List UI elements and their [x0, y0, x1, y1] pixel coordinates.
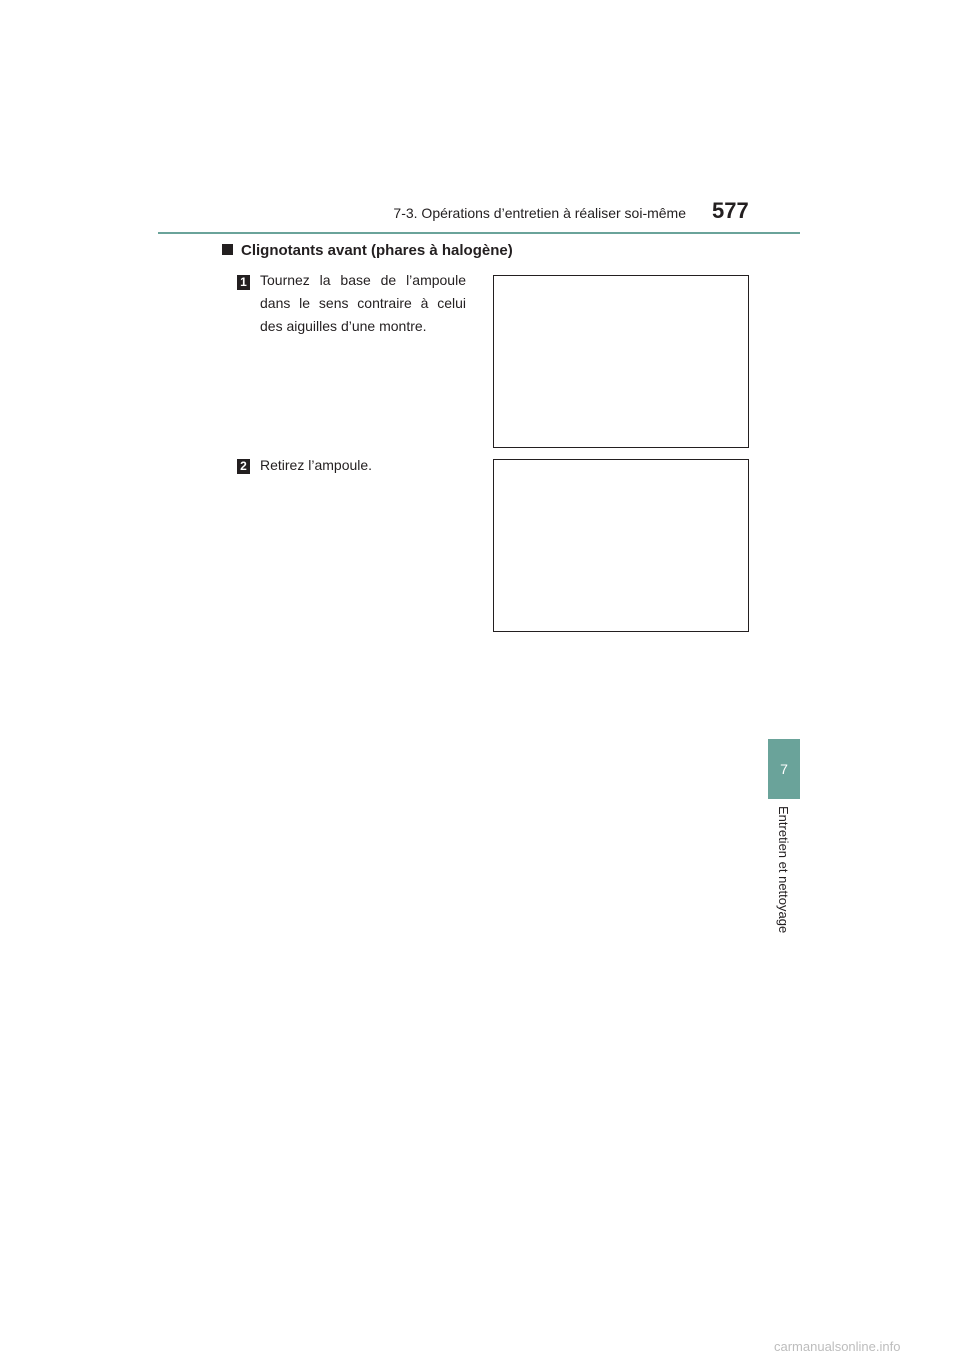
- step-1-text: Tournez la base de l’ampoule dans le sens contraire à celui des aiguilles d’une montre.: [260, 272, 466, 334]
- step-2-badge: 2: [237, 459, 250, 474]
- page-number: 577: [712, 198, 749, 223]
- header-divider: [158, 232, 800, 234]
- chapter-title: Entretien et nettoyage: [776, 806, 791, 934]
- section-heading-text: Clignotants avant (phares à halogène): [241, 242, 513, 259]
- header-section-title: 7-3. Opérations d’entretien à réaliser soi-même: [393, 205, 686, 221]
- square-bullet-icon: [222, 244, 233, 255]
- step-2-text: Retirez l’ampoule.: [260, 457, 373, 473]
- watermark: carmanualsonline.info: [774, 1339, 901, 1354]
- step-1-badge: 1: [237, 275, 250, 290]
- step-2-illustration: [493, 459, 749, 632]
- chapter-tab: 7: [768, 739, 800, 799]
- step-1-illustration: [493, 275, 749, 448]
- section-heading: [222, 242, 513, 259]
